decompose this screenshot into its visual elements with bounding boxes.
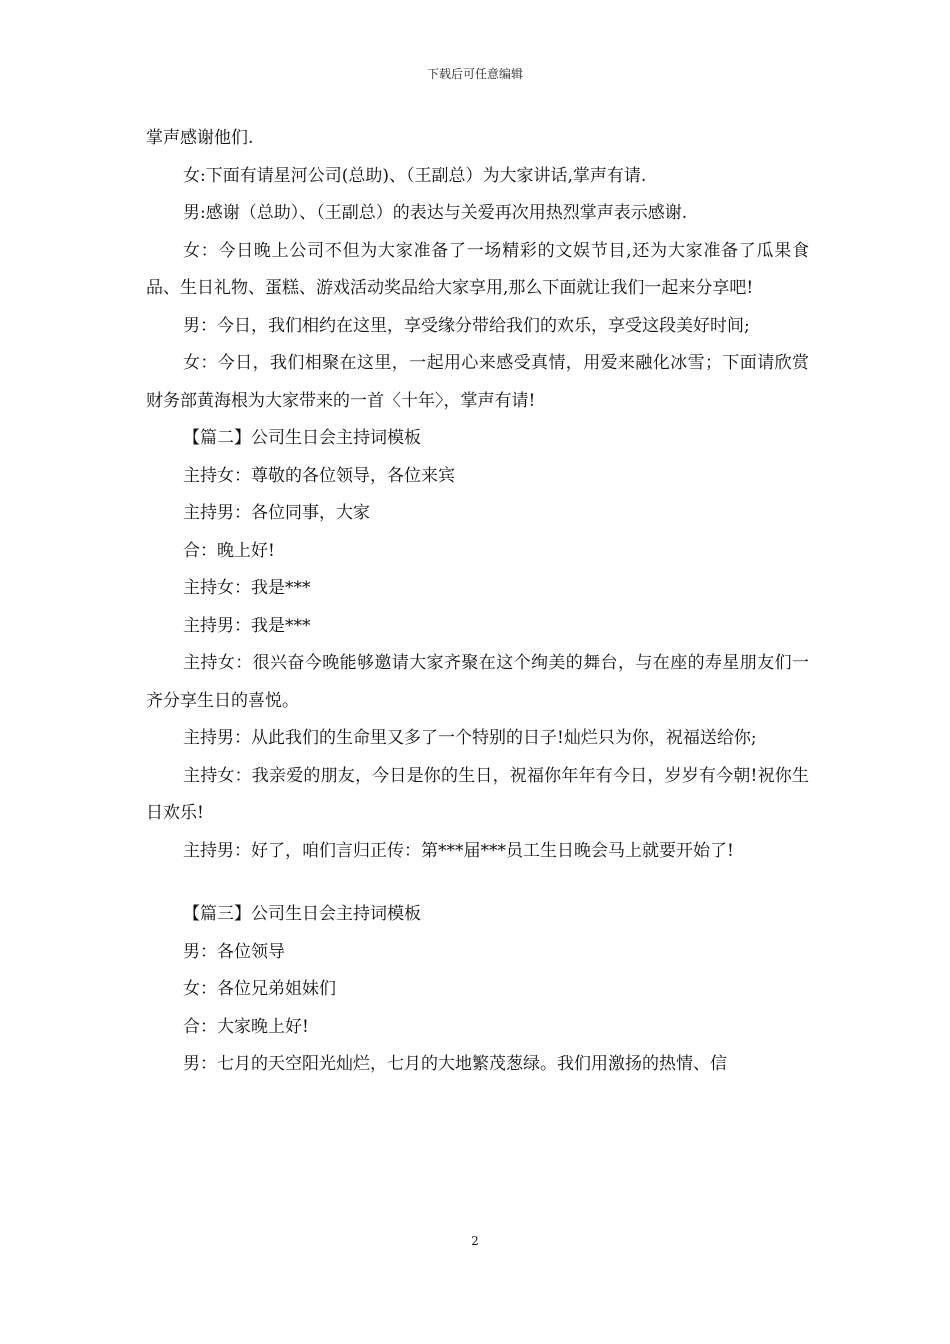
paragraph: 合：晚上好! <box>183 540 275 561</box>
paragraph: 主持男：我是*** <box>183 615 311 636</box>
page-number: 2 <box>471 1234 479 1248</box>
paragraph: 男:感谢（总助）、（王副总）的表达与关爱再次用热烈掌声表示感谢. <box>183 203 688 223</box>
paragraph: 女：今日，我们相聚在这里，一起用心来感受真情，用爱来融化冰雪；下面请欣赏财务部黄海根为大家带来的一首〈十年〉，掌声有请! <box>146 353 809 411</box>
paragraph: 女：各位兄弟姐妹们 <box>183 979 336 999</box>
paragraph: 主持女：我是*** <box>183 578 311 598</box>
paragraph: 主持女：很兴奋今晚能够邀请大家齐聚在这个绚美的舞台，与在座的寿星朋友们一齐分享生日的喜悦。 <box>146 653 809 711</box>
section-gap <box>146 870 809 896</box>
paragraph: 主持女：尊敬的各位领导，各位来宾 <box>183 465 455 486</box>
paragraph: 男：今日，我们相约在这里，享受缘分带给我们的欢乐，享受这段美好时间; <box>183 315 750 336</box>
paragraph: 男：七月的天空阳光灿烂，七月的大地繁茂葱绿。我们用激扬的热情、信 <box>183 1054 727 1074</box>
paragraph: 主持男：好了，咱们言归正传：第***届***员工生日晚会马上就要开始了! <box>183 840 734 861</box>
page-header: 下载后可任意编辑 <box>426 67 523 81</box>
paragraph: 主持女：我亲爱的朋友，今日是你的生日，祝福你年年有今日，岁岁有今朝!祝你生日欢乐! <box>146 765 809 823</box>
paragraph: 男：各位领导 <box>183 941 285 962</box>
paragraph: 【篇三】公司生日会主持词模板 <box>183 904 421 924</box>
document-body <box>146 120 809 1084</box>
paragraph: 主持男：各位同事，大家 <box>183 503 370 523</box>
section-block-1 <box>146 120 809 870</box>
paragraph: 女:下面有请星河公司(总助)、（王副总）为大家讲话,掌声有请. <box>183 165 647 186</box>
paragraph: 合：大家晚上好! <box>183 1016 309 1037</box>
paragraph: 主持男：从此我们的生命里又多了一个特别的日子!灿烂只为你，祝福送给你; <box>183 728 757 748</box>
section-block-2 <box>146 896 809 1084</box>
paragraph: 女：今日晚上公司不但为大家准备了一场精彩的文娱节目,还为大家准备了瓜果食品、生日礼物、蛋糕、游戏活动奖品给大家享用,那么下面就让我们一起来分享吧! <box>146 240 809 298</box>
paragraph: 【篇二】公司生日会主持词模板 <box>183 428 421 448</box>
paragraph: 掌声感谢他们. <box>146 128 254 148</box>
